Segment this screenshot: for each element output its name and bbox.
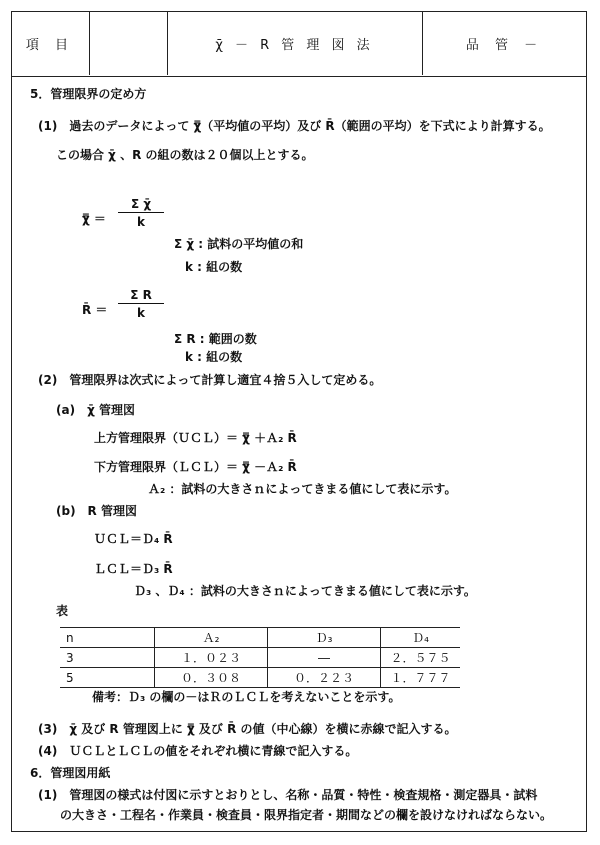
- s6-p1-line2: の大きさ・工程名・作業員・検査員・限界指定者・期間などの欄を設けなければならない。: [60, 808, 553, 822]
- s5-p4: (4) ＵＣＬとＬＣＬの値をそれぞれ横に青線で記入する。: [38, 744, 358, 758]
- table-header-d4: Ｄ₄: [381, 628, 461, 648]
- r-chart-heading: (b) R 管理図: [56, 504, 137, 518]
- r-ucl-formula: ＵＣＬ＝Ｄ₄ R̄: [94, 532, 173, 546]
- xbar-lcl-formula: 下方管理限界（ＬＣＬ）＝ χ̿ －Ａ₂ R̄: [94, 460, 297, 474]
- formula-xbar-def-2: k : 組の数: [185, 260, 243, 274]
- table-header-a2: Ａ₂: [155, 628, 268, 648]
- s6-p1-line1: (1) 管理図の様式は付図に示すとおりとし、名称・品質・特性・検査規格・測定器具・試料: [38, 788, 538, 802]
- table-cell: ２．５７５: [381, 648, 461, 668]
- header-category: 品 管 －: [465, 37, 544, 53]
- xbar-chart-heading: (a) χ̄ 管理図: [56, 403, 135, 417]
- table-row: [60, 648, 460, 668]
- r-note: Ｄ₃ 、Ｄ₄ ：試料の大きさｎによってきまる値にして表に示す。: [134, 584, 476, 598]
- formula-xbar-numerator: Σ χ̄: [118, 197, 164, 213]
- formula-rbar-denominator: k: [137, 306, 145, 320]
- table-header-row: [60, 628, 460, 648]
- table-label: 表: [56, 604, 69, 618]
- formula-xbar-denominator: k: [137, 215, 145, 229]
- formula-rbar-def-2: k : 組の数: [185, 350, 243, 364]
- formula-rbar-numerator: Σ R: [118, 288, 164, 304]
- s5-p1-line2: この場合 χ̄ 、R の組の数は２０個以上とする。: [56, 148, 314, 162]
- section-6-heading: 6．管理図用紙: [30, 766, 111, 780]
- r-lcl-formula: ＬＣＬ＝Ｄ₃ R̄: [94, 562, 173, 576]
- table-cell: ０．２２３: [268, 668, 381, 688]
- section-5-heading: 5．管理限界の定め方: [30, 87, 147, 101]
- xbar-ucl-formula: 上方管理限界（ＵＣＬ）＝ χ̿ ＋Ａ₂ R̄: [94, 431, 297, 445]
- formula-xbar-lhs: χ̿ ＝: [82, 212, 106, 226]
- xbar-note: Ａ₂ ：試料の大きさｎによってきまる値にして表に示す。: [148, 482, 457, 496]
- table-header-n: n: [60, 628, 155, 648]
- header-empty-cell: [89, 11, 168, 75]
- formula-rbar-def-1: Σ R : 範囲の数: [174, 332, 257, 346]
- table-cell: 5: [60, 668, 155, 688]
- table-cell: ―: [268, 648, 381, 668]
- formula-xbar-def-1: Σ χ̄ : 試料の平均値の和: [174, 237, 304, 251]
- page-frame: [11, 11, 587, 832]
- table-cell: １．７７７: [381, 668, 461, 688]
- coefficient-table: [60, 627, 460, 688]
- s5-p1-line1: (1) 過去のデータによって χ̿（平均値の平均）及び R̄（範囲の平均）を下式により計算する。: [38, 119, 551, 133]
- table-cell: １．０２３: [155, 648, 268, 668]
- formula-rbar-lhs: R̄ ＝: [82, 303, 108, 317]
- formula-rbar-fraction: [118, 288, 164, 320]
- table-cell: 3: [60, 648, 155, 668]
- formula-xbar-fraction: [118, 197, 164, 229]
- table-row: [60, 668, 460, 688]
- s5-p3: (3) χ̄ 及び R 管理図上に χ̿ 及び R̄ の値（中心線）を横に赤線で記入する。: [38, 722, 457, 736]
- header-title: χ̄ － R 管 理 図 法: [167, 11, 423, 75]
- header-item-label: 項 目: [11, 11, 90, 75]
- s5-p2: (2) 管理限界は次式によって計算し適宜４捨５入して定める。: [38, 373, 382, 387]
- table-cell: ０．３０８: [155, 668, 268, 688]
- header-row: [11, 11, 587, 77]
- table-note: 備考：Ｄ₃ の欄の－はＲのＬＣＬを考えないことを示す。: [92, 690, 401, 704]
- table-header-d3: Ｄ₃: [268, 628, 381, 648]
